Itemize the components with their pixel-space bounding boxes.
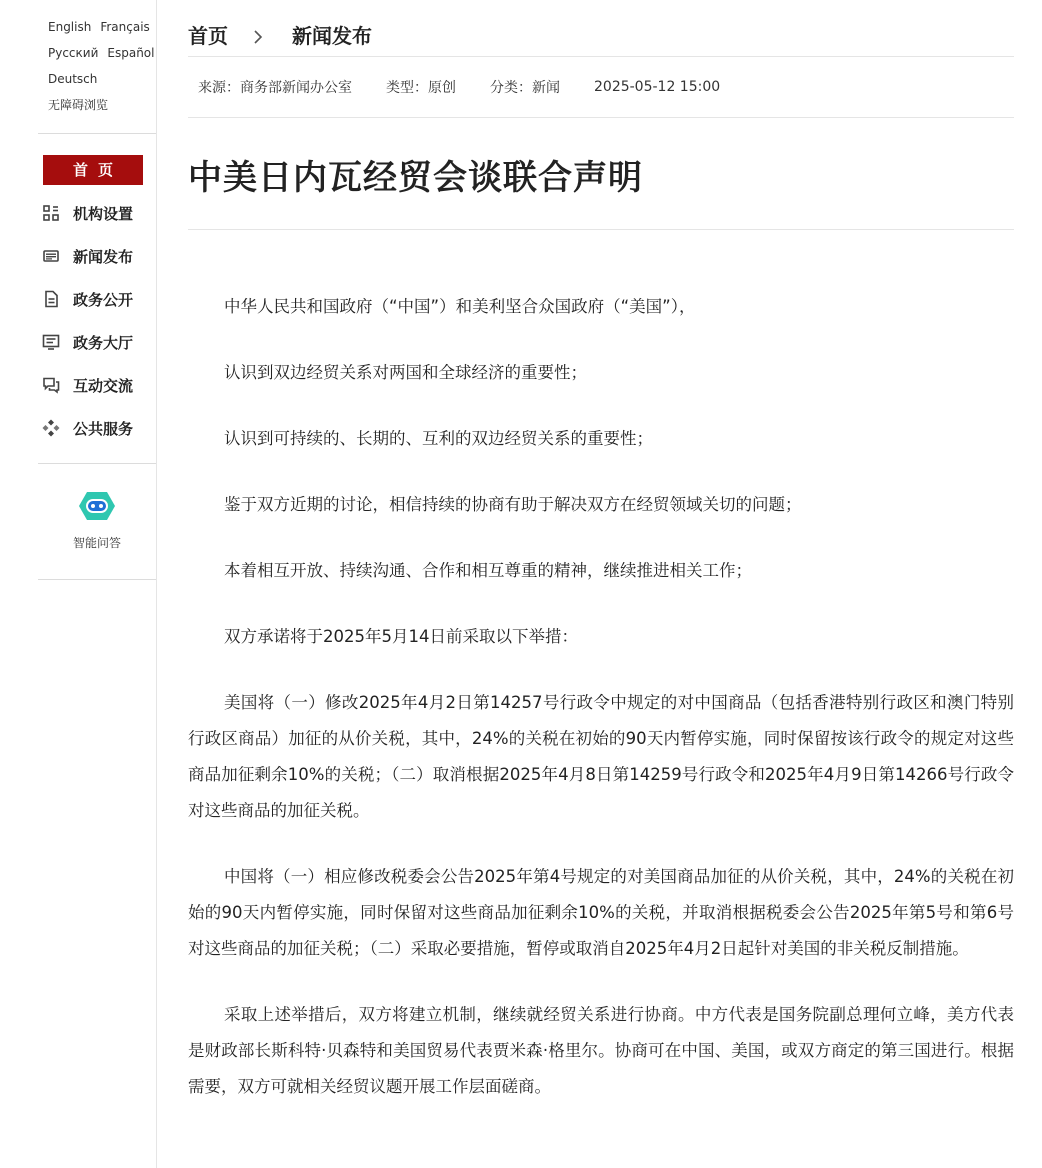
title-divider <box>188 229 1014 230</box>
sidebar-item-interaction[interactable] <box>42 372 133 398</box>
meta-category: 分类：新闻 <box>490 80 560 96</box>
meta-datetime: 2025-05-12 15:00 <box>594 79 721 95</box>
sidebar-item-organization[interactable] <box>42 200 133 226</box>
service-diamond-icon <box>42 419 60 437</box>
sidebar-item-label: 公共服务 <box>73 419 134 438</box>
newspaper-icon <box>42 247 60 265</box>
sidebar <box>0 0 157 1168</box>
sidebar-item-news[interactable] <box>42 243 133 269</box>
sidebar-item-label: 新闻发布 <box>73 247 134 266</box>
sidebar-divider <box>38 463 156 464</box>
ai-assistant-label: 智能问答 <box>72 536 121 550</box>
sidebar-item-label: 互动交流 <box>73 376 134 395</box>
sidebar-divider <box>38 133 156 134</box>
article-paragraph: 美国将（一）修改2025年4月2日第14257号行政令中规定的对中国商品（包括香港特别行政区和澳门特别行政区商品）加征的从价关税，其中，24%的关税在初始的90天内暂停实施，同时保留按该行政令的规定对这些商品加征剩余10%的关税；（二）取消根据2025年4月8日第14259号行政令和2025年4月9日第14266号行政令对这些商品的加征关税。 <box>188 693 1014 820</box>
breadcrumb-home-link[interactable]: 首页 <box>188 23 228 48</box>
chat-icon <box>42 376 60 394</box>
sidebar-item-gov-affairs[interactable] <box>42 286 133 312</box>
article-meta <box>188 56 1014 118</box>
article-paragraph: 采取上述举措后，双方将建立机制，继续就经贸关系进行协商。中方代表是国务院副总理何立峰，美方代表是财政部长斯科特·贝森特和美国贸易代表贾米森·格里尔。协商可在中国、美国，或双方商定的第三国进行。根据需要，双方可就相关经贸议题开展工作层面磋商。 <box>188 1005 1014 1096</box>
document-icon <box>42 290 60 308</box>
lang-french-link[interactable]: Français <box>100 20 150 34</box>
article-paragraph: 中国将（一）相应修改税委会公告2025年第4号规定的对美国商品加征的从价关税，其中，24%的关税在初始的90天内暂停实施，同时保留对这些商品加征剩余10%的关税，并取消根据税委会公告2025年第5号和第6号对这些商品的加征关税；（二）采取必要措施，暂停或取消自2025年4月2日起针对美国的非关税反制措施。 <box>188 867 1014 958</box>
language-switcher <box>48 14 156 118</box>
org-grid-icon <box>42 204 60 222</box>
sidebar-item-label: 政务公开 <box>73 290 134 309</box>
lang-german-link[interactable]: Deutsch <box>48 72 98 86</box>
chevron-right-icon <box>250 26 266 42</box>
lang-russian-link[interactable]: Русский <box>48 46 99 60</box>
sidebar-item-service-hall[interactable] <box>42 329 133 355</box>
monitor-icon <box>42 333 60 351</box>
sidebar-item-label: 机构设置 <box>73 204 134 223</box>
article-paragraph: 双方承诺将于2025年5月14日前采取以下举措： <box>224 627 578 646</box>
accessibility-link[interactable]: 无障碍浏览 <box>48 98 109 112</box>
lang-spanish-link[interactable]: Español <box>107 46 155 60</box>
breadcrumb <box>188 20 372 48</box>
meta-source: 来源：商务部新闻办公室 <box>198 80 352 96</box>
lang-english-link[interactable]: English <box>48 20 92 34</box>
meta-type: 类型：原创 <box>386 80 456 96</box>
sidebar-item-label: 政务大厅 <box>73 333 134 352</box>
robot-icon <box>75 488 119 524</box>
article-paragraph: 认识到可持续的、长期的、互利的双边经贸关系的重要性； <box>224 429 653 448</box>
article-body <box>188 289 1014 1135</box>
sidebar-divider <box>38 579 156 580</box>
article-paragraph: 认识到双边经贸关系对两国和全球经济的重要性； <box>224 363 587 382</box>
ai-assistant-button[interactable] <box>38 488 156 551</box>
article-paragraph: 中华人民共和国政府（“中国”）和美利坚合众国政府（“美国”）， <box>224 297 696 316</box>
article-paragraph: 本着相互开放、持续沟通、合作和相互尊重的精神，继续推进相关工作； <box>224 561 752 580</box>
article-paragraph: 鉴于双方近期的讨论，相信持续的协商有助于解决双方在经贸领域关切的问题； <box>224 495 802 514</box>
breadcrumb-current-link[interactable]: 新闻发布 <box>292 23 372 48</box>
sidebar-item-public-service[interactable] <box>42 415 133 441</box>
sidebar-home-button[interactable]: 首页 <box>43 155 143 185</box>
page-title: 中美日内瓦经贸会谈联合声明 <box>188 158 643 198</box>
